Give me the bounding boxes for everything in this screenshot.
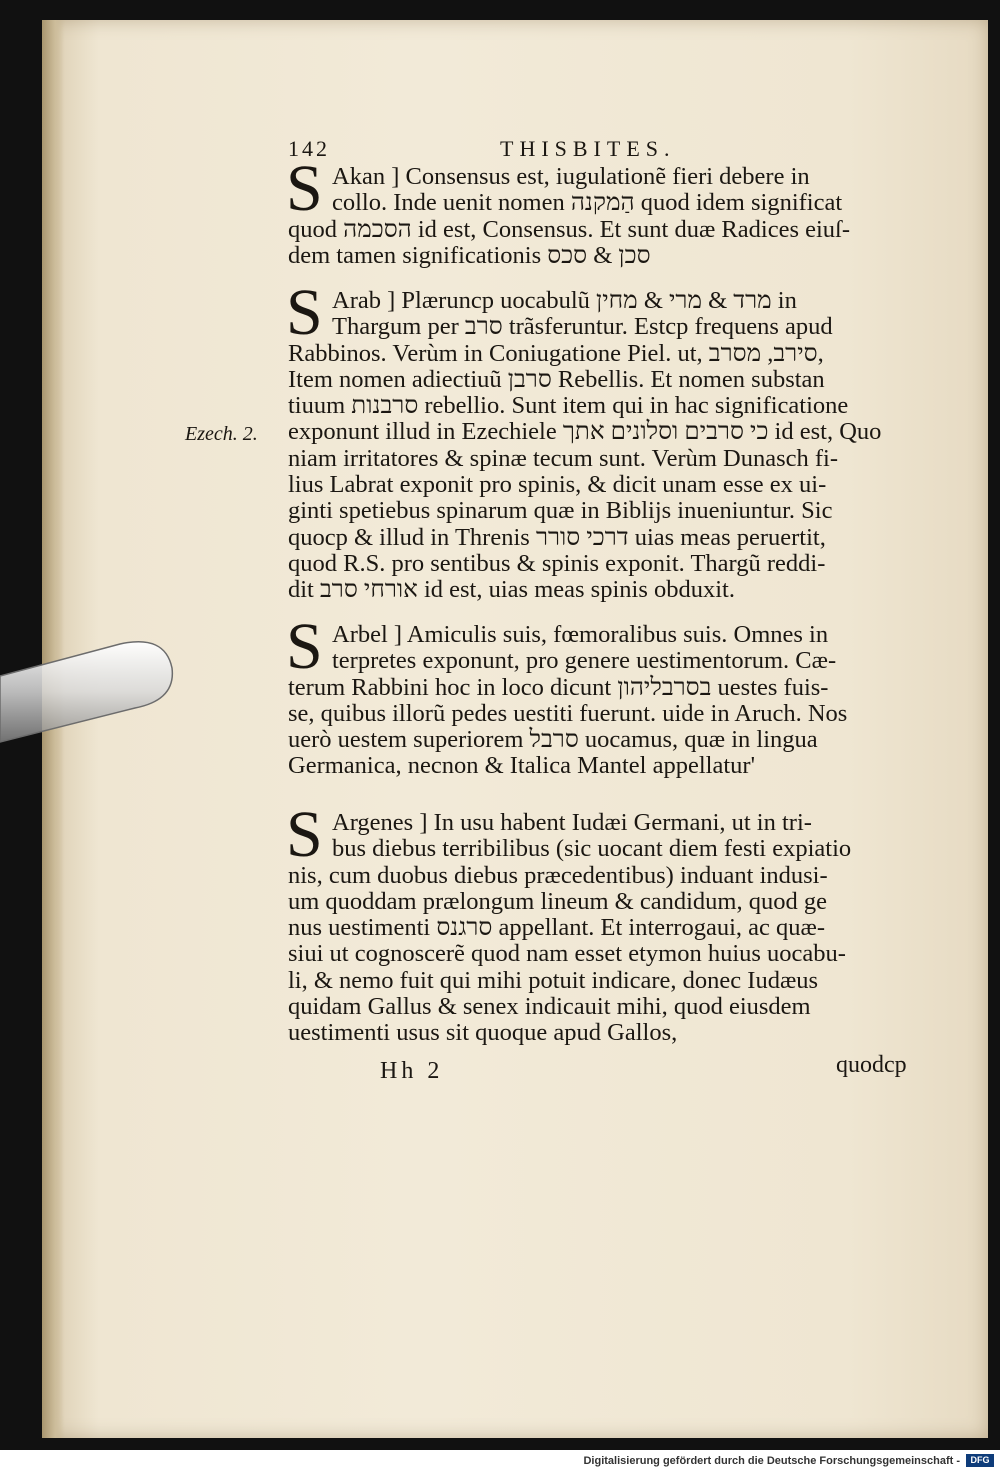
line-text: quocp & illud in Threnis דרכי סורר uias meas peruertit, bbox=[288, 523, 826, 551]
text-line bbox=[288, 419, 933, 445]
signature-mark: Hh 2 bbox=[380, 1058, 444, 1084]
entry-sarab bbox=[286, 276, 933, 604]
line-text: Arab ] Plæruncp uocabulũ מרד & מרי & מחין in bbox=[332, 287, 797, 314]
text-line bbox=[288, 341, 933, 367]
line-text: niam irritatores & spinæ tecum sunt. Verùm Dunasch fi- bbox=[288, 444, 839, 472]
running-title: THISBITES. bbox=[500, 136, 676, 161]
text-line bbox=[288, 525, 933, 551]
line-text: bus diebus terribilibus (sic uocant diem festi expiatio bbox=[332, 835, 852, 863]
line-text: nus uestimenti סרגנס appellant. Et interrogaui, ac quæ- bbox=[288, 914, 826, 942]
line-text: tiuum סרבנות rebellio. Sunt item qui in hac significatione bbox=[288, 392, 849, 420]
entry-sakan bbox=[286, 152, 933, 269]
text-line bbox=[288, 393, 933, 419]
line-text: Germanica, necnon & Italica Mantel appellatur' bbox=[288, 752, 755, 780]
text-line bbox=[288, 577, 933, 603]
line-text: ginti spetiebus spinarum quæ in Biblijs inueniuntur. Sic bbox=[288, 497, 833, 525]
text-line bbox=[288, 243, 933, 269]
line-text: collo. Inde uenit nomen הַמקנה quod idem significat bbox=[332, 189, 843, 217]
text-line bbox=[288, 446, 933, 472]
line-text: quidam Gallus & senex indicauit mihi, quod eiusdem bbox=[288, 993, 811, 1021]
line-text: exponunt illud in Ezechiele כי סרבים וסלונים אתך id est, Quo bbox=[288, 418, 882, 446]
text-line bbox=[288, 472, 933, 498]
catchword: quodcp bbox=[836, 1052, 907, 1078]
text-line bbox=[288, 836, 933, 862]
line-text: quod R.S. pro sentibus & spinis exponit. Thargũ reddi- bbox=[288, 549, 826, 577]
text-line bbox=[288, 367, 933, 393]
line-text: quod הסכמה id est, Consensus. Et sunt duæ Radices eiuſ- bbox=[288, 215, 850, 243]
text-line bbox=[288, 648, 933, 674]
text-line bbox=[288, 889, 933, 915]
footer-credit: Digitalisierung gefördert durch die Deutsche Forschungsgemeinschaft - bbox=[583, 1455, 960, 1467]
text-line bbox=[288, 551, 933, 577]
text-line bbox=[288, 701, 933, 727]
text-line bbox=[288, 164, 933, 190]
line-text: terum Rabbini hoc in loco dicunt בסרבליהון uestes fuis- bbox=[288, 673, 829, 701]
line-text: terpretes exponunt, pro genere uestimentorum. Cæ- bbox=[332, 647, 837, 675]
text-line bbox=[288, 727, 933, 753]
text-line bbox=[288, 863, 933, 889]
dfg-logo: DFG bbox=[966, 1454, 994, 1467]
line-text: uerò uestem superiorem סרבל uocamus, quæ in lingua bbox=[288, 726, 818, 754]
line-text: Item nomen adiectiuũ סרבן Rebellis. Et nomen substan bbox=[288, 365, 825, 393]
line-text: Rabbinos. Verùm in Coniugatione Piel. ut, סירב, מסרב, bbox=[288, 339, 824, 367]
page-clip-icon bbox=[0, 638, 175, 746]
entry-sargenes bbox=[286, 798, 933, 1047]
text-line bbox=[288, 190, 933, 216]
line-text: um quoddam prælongum lineum & candidum, quod ge bbox=[288, 887, 827, 915]
text-line bbox=[288, 288, 933, 314]
line-text: siui ut cognoscerẽ quod nam esset etymon huius uocabu- bbox=[288, 940, 846, 968]
line-text: nis, cum duobus diebus præcedentibus) induant indusi- bbox=[288, 861, 828, 889]
line-text: se, quibus illorũ pedes uestiti fuerunt. uide in Aruch. Nos bbox=[288, 699, 848, 727]
line-text: lius Labrat exponit pro spinis, & dicit unam esse ex ui- bbox=[288, 471, 827, 499]
line-text: Arbel ] Amiculis suis, fœmoralibus suis. Omnes in bbox=[332, 621, 829, 648]
footer-bar bbox=[0, 1450, 1000, 1472]
margin-note: Ezech. 2. bbox=[185, 423, 258, 445]
text-line bbox=[288, 753, 933, 779]
page-number: 142 bbox=[288, 136, 330, 161]
text-line bbox=[288, 810, 933, 836]
text-line bbox=[288, 1020, 933, 1046]
line-text: Thargum per סרב trãsferuntur. Estcp frequens apud bbox=[332, 313, 833, 341]
text-line bbox=[288, 498, 933, 524]
line-text: uestimenti usus sit quoque apud Gallos, bbox=[288, 1019, 678, 1047]
text-line bbox=[288, 675, 933, 701]
drop-cap-initial: S bbox=[286, 798, 323, 871]
drop-cap-initial: S bbox=[286, 276, 323, 349]
text-line bbox=[288, 968, 933, 994]
drop-cap-initial: S bbox=[286, 610, 323, 683]
text-line bbox=[288, 314, 933, 340]
entry-sarbel bbox=[286, 610, 933, 780]
line-text: dit אורחי סרב id est, uias meas spinis obduxit. bbox=[288, 576, 735, 604]
text-line bbox=[288, 915, 933, 941]
text-line bbox=[288, 622, 933, 648]
line-text: Akan ] Consensus est, iugulationẽ fieri debere in bbox=[332, 163, 810, 190]
text-line bbox=[288, 941, 933, 967]
line-text: dem tamen significationis סכן & סכס bbox=[288, 241, 651, 269]
drop-cap-initial: S bbox=[286, 152, 323, 225]
line-text: li, & nemo fuit qui mihi potuit indicare, donec Iudæus bbox=[288, 966, 819, 994]
text-line bbox=[288, 217, 933, 243]
text-line bbox=[288, 994, 933, 1020]
line-text: Argenes ] In usu habent Iudæi Germani, ut in tri- bbox=[332, 809, 812, 836]
